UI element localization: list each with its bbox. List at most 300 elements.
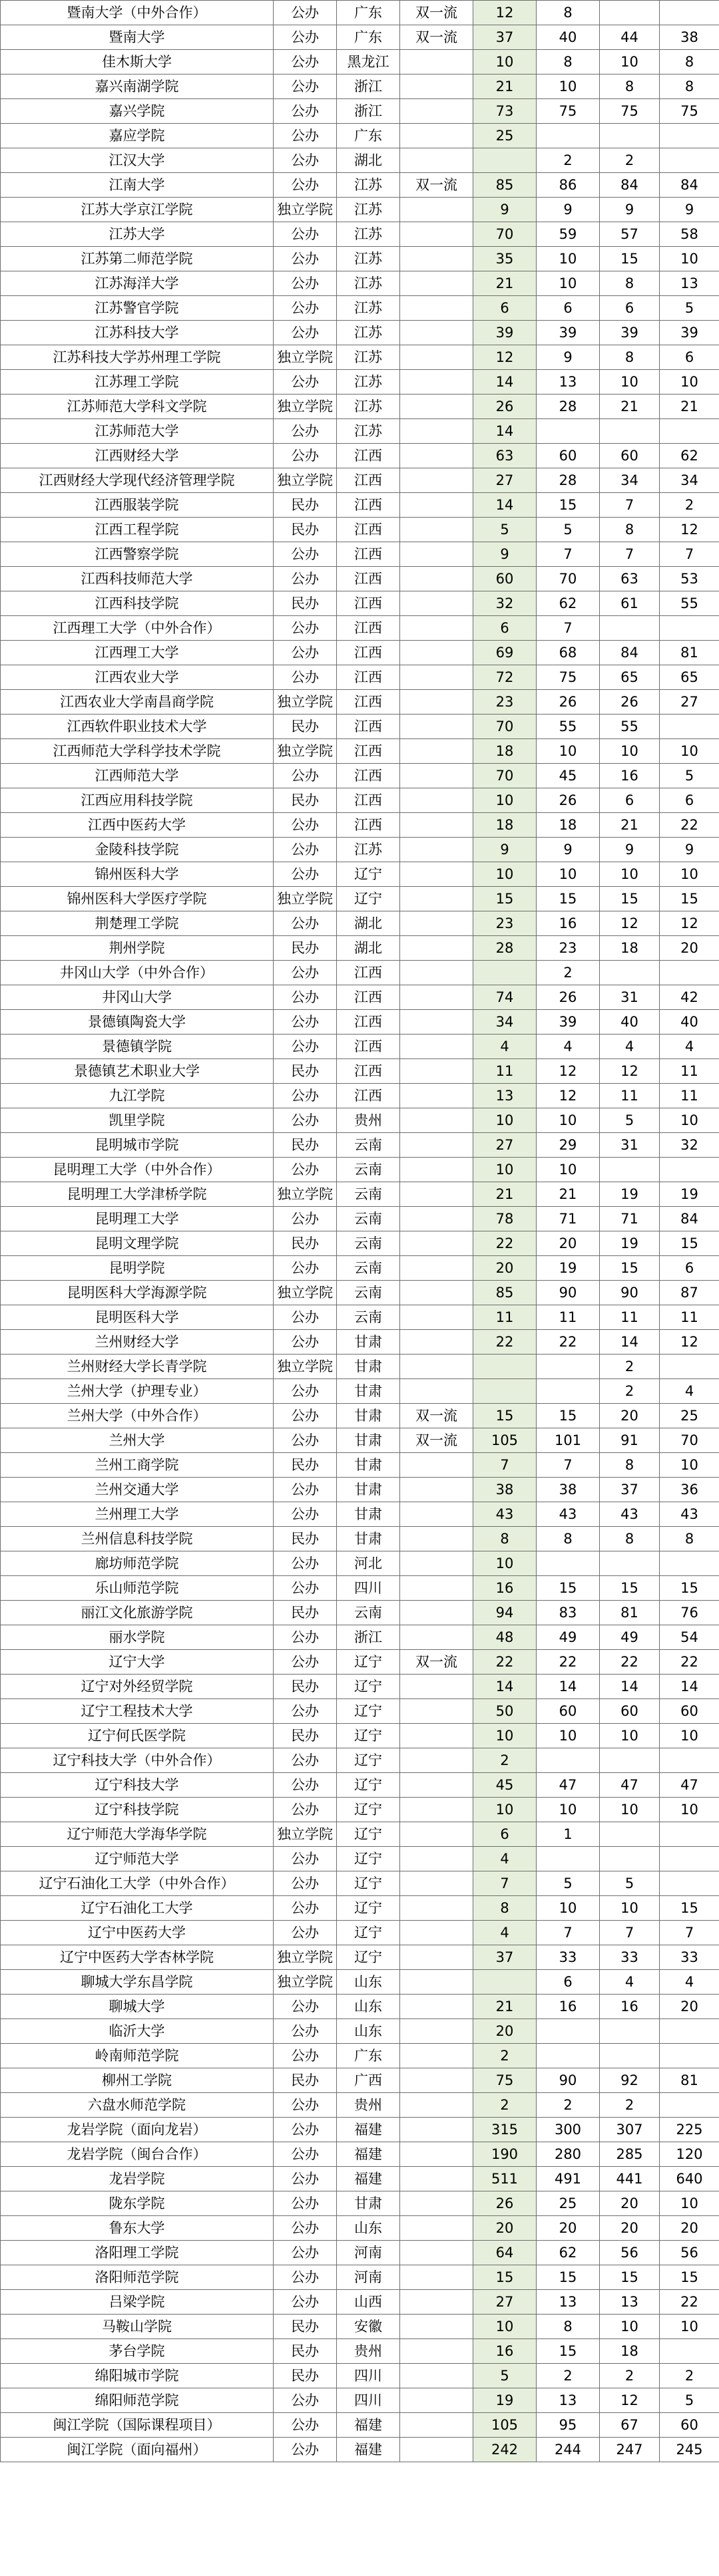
province-cell: 江西 xyxy=(337,690,400,715)
table-row xyxy=(1,395,719,419)
table-row xyxy=(1,665,719,690)
table-row xyxy=(1,1453,719,1478)
count-cell-3: 19 xyxy=(600,1231,660,1256)
province-cell: 浙江 xyxy=(337,99,400,124)
school-name-cell: 江西师范大学 xyxy=(1,764,274,788)
ownership-cell: 公办 xyxy=(274,2413,337,2438)
province-cell: 江苏 xyxy=(337,198,400,222)
count-cell-1: 21 xyxy=(473,1182,537,1207)
table-row xyxy=(1,1650,719,1675)
table-row xyxy=(1,2142,719,2167)
count-cell-3: 15 xyxy=(600,247,660,271)
count-cell-4: 245 xyxy=(660,2438,719,2462)
count-cell-2: 62 xyxy=(537,2241,600,2265)
count-cell-1: 9 xyxy=(473,838,537,862)
count-cell-3: 441 xyxy=(600,2167,660,2191)
table-row xyxy=(1,468,719,493)
count-cell-1: 74 xyxy=(473,985,537,1010)
ownership-cell: 公办 xyxy=(274,961,337,985)
school-name-cell: 昆明理工大学津桥学院 xyxy=(1,1182,274,1207)
count-cell-4: 15 xyxy=(660,1896,719,1921)
count-cell-2: 7 xyxy=(537,1921,600,1945)
count-cell-4 xyxy=(660,1822,719,1847)
ownership-cell: 民办 xyxy=(274,1133,337,1158)
count-cell-4 xyxy=(660,2093,719,2118)
count-cell-1: 72 xyxy=(473,665,537,690)
count-cell-3 xyxy=(600,1847,660,1871)
count-cell-4: 5 xyxy=(660,764,719,788)
count-cell-4 xyxy=(660,124,719,148)
tag-cell xyxy=(400,1084,473,1108)
count-cell-3: 6 xyxy=(600,788,660,813)
count-cell-1: 190 xyxy=(473,2142,537,2167)
tag-cell xyxy=(400,1355,473,1379)
tag-cell xyxy=(400,1527,473,1551)
table-row xyxy=(1,1182,719,1207)
count-cell-3: 90 xyxy=(600,1281,660,1305)
school-name-cell: 荆州学院 xyxy=(1,936,274,961)
school-name-cell: 景德镇艺术职业大学 xyxy=(1,1059,274,1084)
count-cell-1: 21 xyxy=(473,271,537,296)
tag-cell xyxy=(400,1231,473,1256)
count-cell-2: 16 xyxy=(537,911,600,936)
count-cell-4: 225 xyxy=(660,2118,719,2142)
count-cell-1: 27 xyxy=(473,1133,537,1158)
table-row xyxy=(1,2216,719,2241)
count-cell-1: 19 xyxy=(473,2388,537,2413)
count-cell-4: 32 xyxy=(660,1133,719,1158)
province-cell: 云南 xyxy=(337,1256,400,1281)
count-cell-1: 15 xyxy=(473,2265,537,2290)
count-cell-3: 39 xyxy=(600,321,660,345)
ownership-cell: 民办 xyxy=(274,1675,337,1699)
count-cell-4: 76 xyxy=(660,1601,719,1625)
count-cell-2: 28 xyxy=(537,468,600,493)
table-row xyxy=(1,641,719,665)
tag-cell xyxy=(400,1748,473,1773)
school-name-cell: 辽宁中医药大学杏林学院 xyxy=(1,1945,274,1970)
count-cell-4: 75 xyxy=(660,99,719,124)
province-cell: 辽宁 xyxy=(337,1921,400,1945)
table-row xyxy=(1,1625,719,1650)
table-row xyxy=(1,1601,719,1625)
count-cell-4: 13 xyxy=(660,271,719,296)
ownership-cell: 公办 xyxy=(274,148,337,173)
tag-cell xyxy=(400,50,473,75)
count-cell-2: 21 xyxy=(537,1182,600,1207)
count-cell-2: 491 xyxy=(537,2167,600,2191)
count-cell-4: 10 xyxy=(660,1798,719,1822)
count-cell-1: 10 xyxy=(473,1724,537,1748)
tag-cell xyxy=(400,2315,473,2339)
province-cell: 福建 xyxy=(337,2118,400,2142)
count-cell-2: 300 xyxy=(537,2118,600,2142)
count-cell-1: 8 xyxy=(473,1896,537,1921)
tag-cell xyxy=(400,1699,473,1724)
school-name-cell: 辽宁石油化工大学 xyxy=(1,1896,274,1921)
ownership-cell: 公办 xyxy=(274,296,337,321)
ownership-cell: 公办 xyxy=(274,1404,337,1428)
count-cell-1: 10 xyxy=(473,1158,537,1182)
school-name-cell: 江西警察学院 xyxy=(1,542,274,567)
province-cell: 江西 xyxy=(337,493,400,518)
school-name-cell: 昆明城市学院 xyxy=(1,1133,274,1158)
count-cell-2: 10 xyxy=(537,271,600,296)
tag-cell xyxy=(400,370,473,395)
tag-cell xyxy=(400,1945,473,1970)
count-cell-4: 20 xyxy=(660,1995,719,2019)
school-name-cell: 昆明理工大学 xyxy=(1,1207,274,1231)
count-cell-3: 2 xyxy=(600,2364,660,2388)
count-cell-3: 57 xyxy=(600,222,660,247)
count-cell-2: 38 xyxy=(537,1478,600,1502)
ownership-cell: 公办 xyxy=(274,444,337,468)
table-row xyxy=(1,1675,719,1699)
province-cell: 江西 xyxy=(337,739,400,764)
school-name-cell: 江苏大学 xyxy=(1,222,274,247)
table-row xyxy=(1,370,719,395)
count-cell-3: 10 xyxy=(600,862,660,887)
count-cell-3: 31 xyxy=(600,1133,660,1158)
province-cell: 云南 xyxy=(337,1133,400,1158)
tag-cell xyxy=(400,2438,473,2462)
count-cell-2: 14 xyxy=(537,1675,600,1699)
count-cell-1: 28 xyxy=(473,936,537,961)
province-cell: 江西 xyxy=(337,788,400,813)
count-cell-4 xyxy=(660,715,719,739)
count-cell-2: 15 xyxy=(537,2339,600,2364)
tag-cell xyxy=(400,739,473,764)
province-cell: 江苏 xyxy=(337,370,400,395)
count-cell-1: 21 xyxy=(473,1995,537,2019)
tag-cell xyxy=(400,1773,473,1798)
province-cell: 甘肃 xyxy=(337,1453,400,1478)
province-cell: 云南 xyxy=(337,1158,400,1182)
school-name-cell: 绵阳城市学院 xyxy=(1,2364,274,2388)
count-cell-4 xyxy=(660,419,719,444)
school-name-cell: 乐山师范学院 xyxy=(1,1576,274,1601)
count-cell-3: 26 xyxy=(600,690,660,715)
province-cell: 江西 xyxy=(337,591,400,616)
tag-cell xyxy=(400,715,473,739)
ownership-cell: 公办 xyxy=(274,1847,337,1871)
school-name-cell: 江西农业大学 xyxy=(1,665,274,690)
province-cell: 江西 xyxy=(337,518,400,542)
table-row xyxy=(1,1822,719,1847)
count-cell-4: 5 xyxy=(660,2388,719,2413)
count-cell-2: 23 xyxy=(537,936,600,961)
count-cell-1: 78 xyxy=(473,1207,537,1231)
count-cell-2: 12 xyxy=(537,1084,600,1108)
school-name-cell: 柳州工学院 xyxy=(1,2068,274,2093)
table-row xyxy=(1,1945,719,1970)
count-cell-4: 10 xyxy=(660,2315,719,2339)
ownership-cell: 民办 xyxy=(274,788,337,813)
count-cell-2: 101 xyxy=(537,1428,600,1453)
count-cell-3: 22 xyxy=(600,1650,660,1675)
count-cell-2: 1 xyxy=(537,1822,600,1847)
school-name-cell: 兰州大学（护理专业） xyxy=(1,1379,274,1404)
count-cell-4: 6 xyxy=(660,345,719,370)
count-cell-1 xyxy=(473,148,537,173)
tag-cell xyxy=(400,1995,473,2019)
count-cell-2 xyxy=(537,1847,600,1871)
count-cell-2: 20 xyxy=(537,2216,600,2241)
tag-cell xyxy=(400,2290,473,2315)
count-cell-3: 11 xyxy=(600,1084,660,1108)
school-name-cell: 辽宁工程技术大学 xyxy=(1,1699,274,1724)
count-cell-3: 16 xyxy=(600,1995,660,2019)
tag-cell xyxy=(400,247,473,271)
table-row xyxy=(1,838,719,862)
count-cell-3: 2 xyxy=(600,1379,660,1404)
count-cell-2: 60 xyxy=(537,444,600,468)
province-cell: 辽宁 xyxy=(337,1748,400,1773)
count-cell-2 xyxy=(537,1355,600,1379)
ownership-cell: 民办 xyxy=(274,2339,337,2364)
table-row xyxy=(1,1010,719,1035)
count-cell-4: 10 xyxy=(660,1108,719,1133)
count-cell-4: 9 xyxy=(660,198,719,222)
count-cell-4: 4 xyxy=(660,1035,719,1059)
count-cell-2: 33 xyxy=(537,1945,600,1970)
ownership-cell: 公办 xyxy=(274,99,337,124)
count-cell-3: 10 xyxy=(600,2315,660,2339)
count-cell-3: 10 xyxy=(600,1798,660,1822)
count-cell-1: 37 xyxy=(473,25,537,50)
province-cell: 江西 xyxy=(337,764,400,788)
count-cell-2: 49 xyxy=(537,1625,600,1650)
tag-cell xyxy=(400,444,473,468)
count-cell-3: 10 xyxy=(600,739,660,764)
school-name-cell: 江西工程学院 xyxy=(1,518,274,542)
province-cell: 四川 xyxy=(337,1576,400,1601)
ownership-cell: 公办 xyxy=(274,321,337,345)
tag-cell xyxy=(400,1207,473,1231)
count-cell-4: 43 xyxy=(660,1502,719,1527)
count-cell-2: 15 xyxy=(537,887,600,911)
tag-cell xyxy=(400,1256,473,1281)
count-cell-2: 7 xyxy=(537,1453,600,1478)
school-name-cell: 江西应用科技学院 xyxy=(1,788,274,813)
count-cell-2: 10 xyxy=(537,75,600,99)
count-cell-1: 9 xyxy=(473,198,537,222)
ownership-cell: 公办 xyxy=(274,1035,337,1059)
count-cell-1: 14 xyxy=(473,370,537,395)
count-cell-2: 55 xyxy=(537,715,600,739)
count-cell-1: 15 xyxy=(473,1404,537,1428)
table-row xyxy=(1,1428,719,1453)
tag-cell xyxy=(400,493,473,518)
count-cell-1: 85 xyxy=(473,1281,537,1305)
count-cell-4: 58 xyxy=(660,222,719,247)
count-cell-3: 75 xyxy=(600,99,660,124)
tag-cell xyxy=(400,838,473,862)
province-cell: 贵州 xyxy=(337,2339,400,2364)
ownership-cell: 公办 xyxy=(274,1158,337,1182)
school-name-cell: 兰州信息科技学院 xyxy=(1,1527,274,1551)
count-cell-1: 26 xyxy=(473,2191,537,2216)
ownership-cell: 公办 xyxy=(274,271,337,296)
count-cell-2: 86 xyxy=(537,173,600,198)
province-cell: 江苏 xyxy=(337,419,400,444)
school-name-cell: 江苏理工学院 xyxy=(1,370,274,395)
count-cell-3: 15 xyxy=(600,1256,660,1281)
ownership-cell: 公办 xyxy=(274,1428,337,1453)
school-name-cell: 聊城大学 xyxy=(1,1995,274,2019)
count-cell-1: 20 xyxy=(473,1256,537,1281)
count-cell-3: 9 xyxy=(600,838,660,862)
count-cell-2: 13 xyxy=(537,370,600,395)
count-cell-1: 21 xyxy=(473,75,537,99)
count-cell-2: 90 xyxy=(537,1281,600,1305)
count-cell-1: 70 xyxy=(473,715,537,739)
count-cell-4: 15 xyxy=(660,2265,719,2290)
province-cell: 江苏 xyxy=(337,838,400,862)
count-cell-2 xyxy=(537,2019,600,2044)
count-cell-2: 28 xyxy=(537,395,600,419)
tag-cell xyxy=(400,542,473,567)
province-cell: 山东 xyxy=(337,2216,400,2241)
count-cell-1: 10 xyxy=(473,862,537,887)
count-cell-1: 4 xyxy=(473,1035,537,1059)
count-cell-1: 38 xyxy=(473,1478,537,1502)
school-name-cell: 吕梁学院 xyxy=(1,2290,274,2315)
count-cell-3: 2 xyxy=(600,148,660,173)
table-row xyxy=(1,2068,719,2093)
count-cell-3: 8 xyxy=(600,271,660,296)
table-row xyxy=(1,247,719,271)
table-row xyxy=(1,1207,719,1231)
tag-cell xyxy=(400,1601,473,1625)
province-cell: 辽宁 xyxy=(337,1847,400,1871)
count-cell-1: 37 xyxy=(473,1945,537,1970)
table-body xyxy=(1,1,719,2462)
count-cell-2: 22 xyxy=(537,1330,600,1355)
count-cell-2: 10 xyxy=(537,1108,600,1133)
count-cell-4: 84 xyxy=(660,1207,719,1231)
count-cell-2: 71 xyxy=(537,1207,600,1231)
count-cell-3: 60 xyxy=(600,1699,660,1724)
count-cell-4: 81 xyxy=(660,641,719,665)
tag-cell xyxy=(400,2339,473,2364)
table-row xyxy=(1,444,719,468)
count-cell-2: 7 xyxy=(537,542,600,567)
province-cell: 甘肃 xyxy=(337,1502,400,1527)
ownership-cell: 公办 xyxy=(274,862,337,887)
ownership-cell: 公办 xyxy=(274,370,337,395)
province-cell: 河南 xyxy=(337,2241,400,2265)
tag-cell xyxy=(400,665,473,690)
province-cell: 浙江 xyxy=(337,1625,400,1650)
table-row xyxy=(1,1798,719,1822)
ownership-cell: 公办 xyxy=(274,1798,337,1822)
table-row xyxy=(1,2413,719,2438)
count-cell-3: 18 xyxy=(600,2339,660,2364)
count-cell-4: 12 xyxy=(660,911,719,936)
tag-cell xyxy=(400,1822,473,1847)
province-cell: 广东 xyxy=(337,25,400,50)
count-cell-3: 60 xyxy=(600,444,660,468)
count-cell-4: 12 xyxy=(660,1330,719,1355)
tag-cell xyxy=(400,296,473,321)
count-cell-2: 20 xyxy=(537,1231,600,1256)
count-cell-3: 4 xyxy=(600,1970,660,1995)
province-cell: 浙江 xyxy=(337,75,400,99)
count-cell-4: 4 xyxy=(660,1970,719,1995)
count-cell-1: 2 xyxy=(473,2093,537,2118)
count-cell-3: 55 xyxy=(600,715,660,739)
count-cell-1: 50 xyxy=(473,1699,537,1724)
tag-cell xyxy=(400,616,473,641)
table-row xyxy=(1,591,719,616)
count-cell-3 xyxy=(600,2019,660,2044)
count-cell-4: 11 xyxy=(660,1059,719,1084)
ownership-cell: 独立学院 xyxy=(274,1945,337,1970)
count-cell-3: 49 xyxy=(600,1625,660,1650)
table-row xyxy=(1,2339,719,2364)
tag-cell xyxy=(400,321,473,345)
tag-cell xyxy=(400,1625,473,1650)
count-cell-4: 15 xyxy=(660,1231,719,1256)
count-cell-3 xyxy=(600,1822,660,1847)
count-cell-1: 10 xyxy=(473,1108,537,1133)
school-name-cell: 龙岩学院 xyxy=(1,2167,274,2191)
count-cell-2: 45 xyxy=(537,764,600,788)
count-cell-4: 10 xyxy=(660,1453,719,1478)
tag-cell xyxy=(400,1478,473,1502)
ownership-cell: 公办 xyxy=(274,1551,337,1576)
count-cell-2: 5 xyxy=(537,518,600,542)
count-cell-1: 8 xyxy=(473,1527,537,1551)
count-cell-2: 75 xyxy=(537,665,600,690)
tag-cell: 双一流 xyxy=(400,1428,473,1453)
tag-cell xyxy=(400,345,473,370)
count-cell-1: 63 xyxy=(473,444,537,468)
count-cell-1: 15 xyxy=(473,887,537,911)
tag-cell xyxy=(400,788,473,813)
count-cell-2: 15 xyxy=(537,1576,600,1601)
province-cell: 江西 xyxy=(337,542,400,567)
tag-cell xyxy=(400,2068,473,2093)
count-cell-4: 22 xyxy=(660,2290,719,2315)
count-cell-2: 90 xyxy=(537,2068,600,2093)
province-cell: 广东 xyxy=(337,124,400,148)
school-name-cell: 江西财经大学 xyxy=(1,444,274,468)
province-cell: 山西 xyxy=(337,2290,400,2315)
count-cell-4: 5 xyxy=(660,296,719,321)
count-cell-4: 15 xyxy=(660,887,719,911)
province-cell: 辽宁 xyxy=(337,1675,400,1699)
school-name-cell: 辽宁对外经贸学院 xyxy=(1,1675,274,1699)
count-cell-4: 60 xyxy=(660,2413,719,2438)
count-cell-4 xyxy=(660,2019,719,2044)
count-cell-3: 21 xyxy=(600,813,660,838)
count-cell-2: 244 xyxy=(537,2438,600,2462)
tag-cell xyxy=(400,1847,473,1871)
school-name-cell: 鲁东大学 xyxy=(1,2216,274,2241)
count-cell-3: 5 xyxy=(600,1108,660,1133)
province-cell: 福建 xyxy=(337,2142,400,2167)
table-row xyxy=(1,321,719,345)
province-cell: 江西 xyxy=(337,961,400,985)
school-name-cell: 江西理工大学 xyxy=(1,641,274,665)
tag-cell xyxy=(400,641,473,665)
tag-cell xyxy=(400,2265,473,2290)
count-cell-1: 5 xyxy=(473,518,537,542)
table-row xyxy=(1,1847,719,1871)
count-cell-4: 87 xyxy=(660,1281,719,1305)
